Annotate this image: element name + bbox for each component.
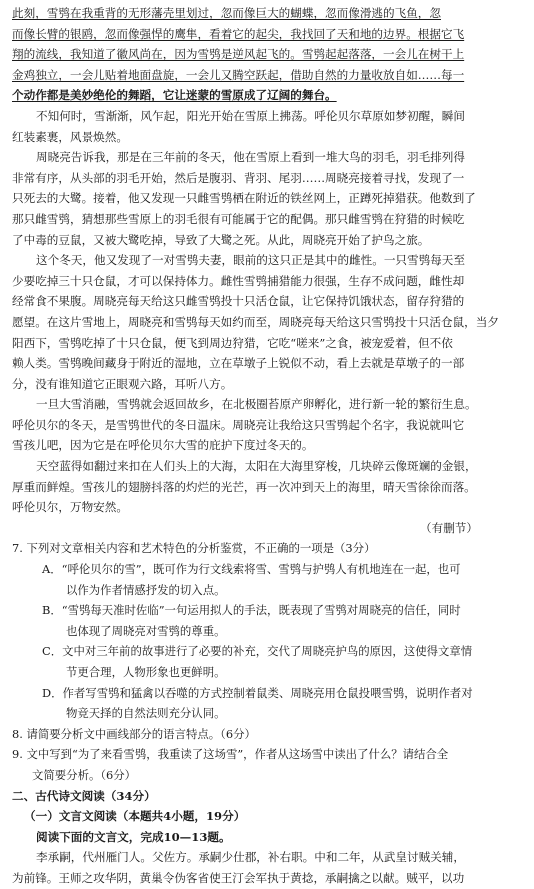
classical-text-line: 李承嗣，代州雁门人。父佐方。承嗣少仕郡，补右职。中和二年，从武皇讨贼关辅， [36, 850, 465, 865]
text-line: 非常有序，从头部的羽毛开始，然后是腹羽、背羽、尾羽……周晓亮接着寻找，发现了一 [12, 170, 465, 185]
subsection-title: （一）文言文阅读（本题共4小题，19分） [24, 809, 246, 824]
text-line: 那只雌雪鸮，猜想那些雪原上的羽毛很有可能属于它的配偶。那只雌雪鸮在狩猎的时候吃 [12, 211, 465, 226]
option-d-cont: 物竞天择的自然法则充分认同。 [66, 706, 226, 721]
text-line: 呼伦贝尔，万物安然。 [12, 500, 128, 515]
option-d: D．作者写雪鸮和猛禽以吞噬的方式控制着鼠类、周晓亮用仓鼠投喂雪鸮，说明作者对 [42, 685, 473, 700]
text-line: 愿望。在这片雪地上，周晓亮和雪鸮每天如约而至，周晓亮每天给这只雪鸮投十只活仓鼠，当夕 [12, 314, 499, 329]
option-c: C．文中对三年前的故事进行了必要的补充，交代了周晓亮护鸟的原因，这使得文章情 [42, 644, 473, 659]
text-line: 不知何时，雪渐渐，风乍起，阳光开始在雪原上拂荡。呼伦贝尔草原如梦初醒，瞬间 [36, 108, 465, 123]
text-line: 周晓亮告诉我，那是在三年前的冬天，他在雪原上看到一堆大鸟的羽毛，羽毛排列得 [36, 150, 465, 165]
text-line: 翔的流线，我知道了徽风尚在，因为雪鸮是逆风起飞的。雪鸮起起落落，一会儿在树干上 [12, 47, 465, 62]
text-line: 了中毒的豆鼠，又被大鹭吃掉，导致了大鹭之死。从此，周晓亮开始了护鸟之旅。 [12, 232, 430, 247]
passage-paragraph [12, 106, 522, 147]
text-line: 而像长臂的银鸥，忽而像强悍的鹰隼，看着它的起尖，我找回了天和地的边界。根据它飞 [12, 26, 465, 41]
question-9: 9. 文中写到“为了来看雪鸮，我重读了这场雪”，作者从这场雪中读出了什么？请结合全 [12, 747, 449, 762]
instruction: 阅读下面的文言文，完成10—13题。 [36, 829, 231, 844]
text-line: 阳西下，雪鸮吃掉了十只仓鼠，便飞到周边狩猎，它吃“嗟来”之食，被宠爱着，但不依 [12, 335, 453, 350]
text-line: 厚重而鲜煌。雪孩儿的翅膀抖落的灼烂的光芒，再一次冲到天上的海里，晴天雪徐徐而落。 [12, 479, 476, 494]
text-line: 个动作都是美妙绝伦的舞蹈，它让迷蒙的雪原成了辽阔的舞台。 [12, 88, 337, 103]
text-line: 此刻，雪鸮在我重背的无形藩壳里划过，忽而像巨大的蝴蝶，忽而像滑逃的飞鱼，忽 [12, 6, 441, 20]
option-a-cont: 以作为作者情感抒发的切入点。 [66, 582, 226, 597]
passage-paragraph [12, 456, 522, 518]
text-line: 一旦大雪消融，雪鸮就会返回故乡，在北极圈苔原产卵孵化，进行新一轮的繁衍生息。 [36, 397, 477, 412]
classical-text-line: 为前锋。王师之攻华阴，黄巢令伪客省使王汀会军执于黄捻，承嗣擒之以献。贼平，以功 [12, 870, 465, 885]
text-line: 金鸡独立，一会儿贴着地面盘旋，一会儿又腾空跃起，借助自然的力量收放自如……每一 [12, 67, 465, 82]
option-a: A．“呼伦贝尔的雪”，既可作为行文线索将雪、雪鸮与护鸮人有机地连在一起，也可 [42, 562, 461, 577]
option-c-cont: 节更合理，人物形象也更鲜明。 [66, 665, 226, 679]
text-line: 这个冬天，他又发现了一对雪鸮夫妻，眼前的这只正是其中的雌性。一只雪鸮每天至 [36, 253, 465, 268]
text-line: 分，没有谁知道它正眼观六路，耳听八方。 [12, 376, 233, 391]
text-line: 雪孩儿吧，因为它是在呼伦贝尔大雪的庇护下度过冬天的。 [12, 438, 314, 453]
passage-underlined-paragraph [12, 3, 522, 106]
question-9-cont: 文简要分析。（6分） [32, 767, 137, 782]
option-b: B．“雪鸮每天准时佐临”一句运用拟人的手法，既表现了雪鸮对周晓亮的信任，同时 [42, 603, 461, 618]
option-b-cont: 也体现了周晓亮对雪鸮的尊重。 [66, 623, 226, 638]
abridged-note: （有删节） [420, 520, 478, 535]
text-line: 少要吃掉三十只仓鼠，才可以保持体力。雌性雪鸮捕猎能力很强，生存不成问题，雌性却 [12, 273, 465, 288]
text-line: 赖人类。雪鸮晚间藏身于附近的湿地，立在草墩子上锐似不动，看上去就是草墩子的一部 [12, 356, 465, 371]
passage-paragraph [12, 250, 522, 394]
question-7 [12, 538, 522, 723]
text-line: 呼伦贝尔的冬天，是雪鸮世代的冬日温床。周晓亮让我给这只雪鸮起个名字，我说就叫它 [12, 417, 465, 432]
text-line: 经常食不果腹。周晓亮每天给这只雌雪鸮投十只活仓鼠，让它保持饥饿状态，留存狩猎的 [12, 294, 465, 309]
question-stem: 7. 下列对文章相关内容和艺术特色的分析鉴赏，不正确的一项是（3分） [12, 541, 376, 556]
passage-paragraph [12, 394, 522, 456]
text-line: 只死去的大鹭。接着，他又发现一只雌雪鸮栖在附近的铁丝网上，正蹲死掉猎获。他数到了 [12, 191, 476, 206]
text-line: 红装素裹，风景焕然。 [12, 129, 128, 144]
text-line: 天空蓝得如翻过来扣在人们头上的大海，太阳在大海里穿梭，几块碎云像斑斓的金银， [36, 459, 477, 474]
section-title: 二、古代诗文阅读（34分） [12, 788, 156, 803]
passage-paragraph [12, 147, 522, 250]
question-8: 8. 请简要分析文中画线部分的语言特点。（6分） [12, 726, 256, 741]
